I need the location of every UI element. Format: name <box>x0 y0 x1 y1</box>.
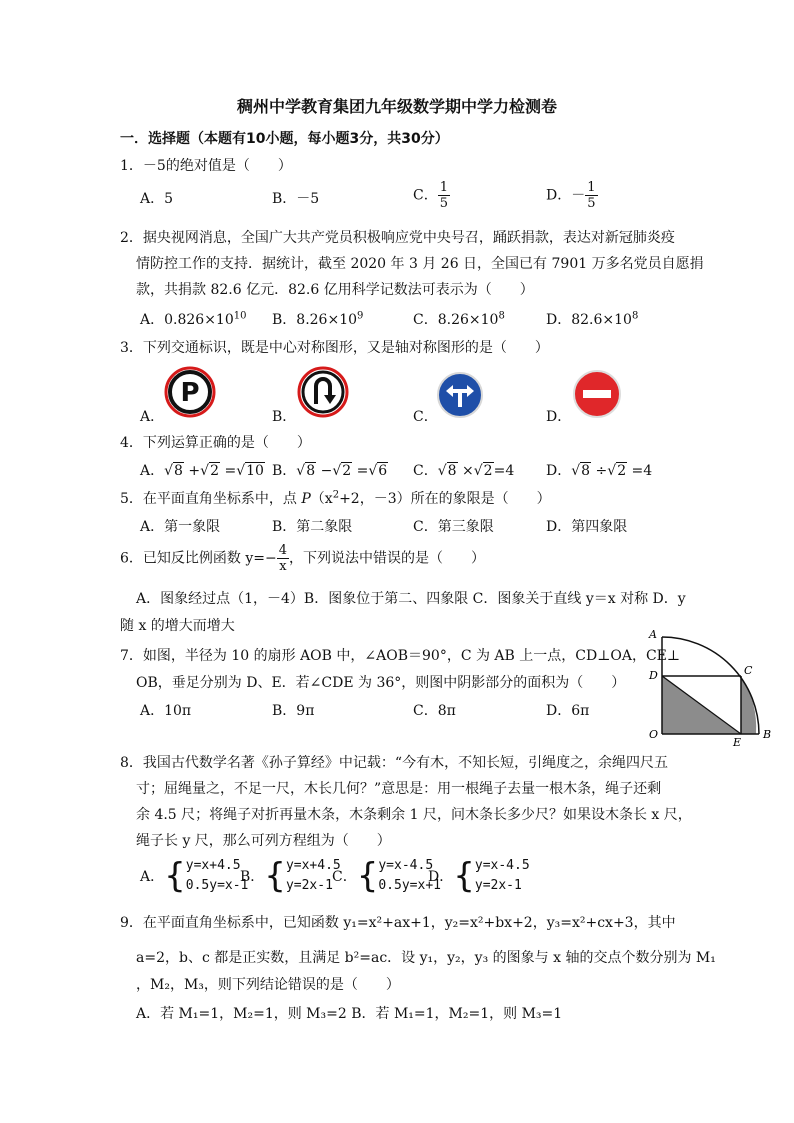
question-2-line-3: 款，共捐款 82.6 亿元．82.6 亿用科学记数法可表示为（ ） <box>136 282 534 298</box>
q8-option-d: D．{y=x-4.5 y=2x-1 <box>428 856 530 896</box>
question-8-line-1: 8．我国古代数学名著《孙子算经》中记载：“今有木，不知长短，引绳度之，余绳四尺五 <box>120 755 669 771</box>
sector-figure <box>645 628 780 746</box>
label-d: D <box>649 669 658 682</box>
q4-option-d: D．√8 ÷√2 =4 <box>546 463 653 479</box>
q2-option-a: A．$0.826\times 10^{10}$ <box>140 310 247 328</box>
q2-option-b: B．$8.26\times 10^9$ <box>272 310 364 328</box>
q1-option-b: B．－5 <box>272 191 320 207</box>
question-7-line-1: 7．如图，半径为 10 的扇形 AOB 中，∠AOB＝90°，C 为 AB 上一点，CD⊥OA，CE⊥ <box>120 648 681 664</box>
q3-option-d: D． <box>546 409 572 425</box>
q3-option-a: A． <box>140 409 165 425</box>
q7-option-c: C．8π <box>413 703 456 719</box>
question-1-stem: 1．－5的绝对值是（ ） <box>120 158 292 174</box>
q1-option-c: C． $\frac{1}{5}$ <box>413 180 448 211</box>
label-c: C <box>744 664 753 677</box>
question-9-line-4: A．若 M₁=1，M₂=1，则 M₃=2 B．若 M₁=1，M₂=1，则 M₃=1 <box>136 1006 563 1022</box>
q4-option-a: A．√8 +√2 =√10 <box>140 463 264 479</box>
question-6-stem: 6．已知反比例函数 y=− $\frac{4}{x}$ ，下列说法中错误的是（ ） <box>120 543 486 574</box>
no-entry-sign-icon <box>572 369 622 419</box>
q2-option-d: D．$82.6\times 10^8$ <box>546 310 639 328</box>
question-3-stem: 3．下列交通标识，既是中心对称图形，又是轴对称图形的是（ ） <box>120 340 549 356</box>
q3-option-c: C． <box>413 409 438 425</box>
label-b: B <box>763 728 772 741</box>
q1-option-d: D．－ $\frac{1}{5}$ <box>546 180 596 211</box>
turn-left-right-sign-icon <box>436 371 484 419</box>
q2-option-c: C．$8.26\times 10^8$ <box>413 310 505 328</box>
question-2-line-2: 情防控工作的支持．据统计，截至 2020 年 3 月 26 日，全国已有 7901 万多名党员自愿捐 <box>136 256 704 272</box>
question-9-line-2: a=2，b、c 都是正实数，且满足 b²=ac．设 y₁，y₂，y₃ 的图象与 x 轴的交点个数分别为 M₁ <box>136 950 716 966</box>
question-5-stem: 5．在平面直角坐标系中，点 $P(x^2+2$，－3）所在的象限是（ ） <box>120 489 551 507</box>
label-o: O <box>649 728 659 741</box>
question-8-line-2: 寸；屈绳量之，不足一尺，木长几何？”意思是：用一根绳子去量一根木条，绳子还剩 <box>136 781 662 797</box>
question-6-options-line-1: A．图象经过点（1，－4）B．图象位于第二、四象限 C．图象关于直线 y＝x 对称 D．y <box>136 591 686 607</box>
question-8-line-4: 绳子长 y 尺，那么可列方程组为（ ） <box>136 833 391 849</box>
q5-option-a: A．第一象限 <box>140 519 221 535</box>
question-9-line-1: 9．在平面直角坐标系中，已知函数 y₁=x²+ax+1，y₂=x²+bx+2，y₃=x²+cx+3，其中 <box>120 915 676 931</box>
label-a: A <box>649 628 657 641</box>
q5-option-b: B．第二象限 <box>272 519 353 535</box>
parking-sign-letter: P <box>180 378 200 408</box>
label-e: E <box>733 736 742 746</box>
question-2-line-1: 2．据央视网消息，全国广大共产党员积极响应党中央号召，踊跃捐款，表达对新冠肺炎疫 <box>120 230 675 246</box>
u-turn-sign-icon <box>297 366 349 418</box>
q7-option-a: A．10π <box>140 703 192 719</box>
q5-option-c: C．第三象限 <box>413 519 494 535</box>
section-heading: 一．选择题（本题有10小题，每小题3分，共30分） <box>120 131 449 147</box>
q7-option-b: B．9π <box>272 703 315 719</box>
question-4-stem: 4．下列运算正确的是（ ） <box>120 435 311 451</box>
question-8-line-3: 余 4.5 尺；将绳子对折再量木条，木条剩余 1 尺，问木条长多少尺？如果设木条长 x 尺， <box>136 807 692 823</box>
question-6-options-line-2: 随 x 的增大而增大 <box>120 618 235 634</box>
q3-option-b: B． <box>272 409 297 425</box>
q8-option-b: B．{y=x+4.5 y=2x-1 <box>240 856 341 896</box>
question-9-line-3: ，M₂，M₃，则下列结论错误的是（ ） <box>136 977 400 993</box>
question-7-line-2: OB，垂足分别为 D、E．若∠CDE 为 36°，则图中阴影部分的面积为（ ） <box>136 675 626 691</box>
q4-option-b: B．√8 −√2 =√6 <box>272 463 388 479</box>
q8-option-c: C．{y=x-4.5 0.5y=x+1 <box>332 856 441 896</box>
q4-option-c: C．√8 ×√2=4 <box>413 463 515 479</box>
q8-option-a: A．{y=x+4.5 0.5y=x-1 <box>140 856 249 896</box>
q1-option-a: A．5 <box>140 191 174 207</box>
q7-option-d: D．6π <box>546 703 590 719</box>
q5-option-d: D．第四象限 <box>546 519 628 535</box>
parking-sign-icon <box>164 366 216 418</box>
page-title: 稠州中学教育集团九年级数学期中学力检测卷 <box>236 97 557 116</box>
